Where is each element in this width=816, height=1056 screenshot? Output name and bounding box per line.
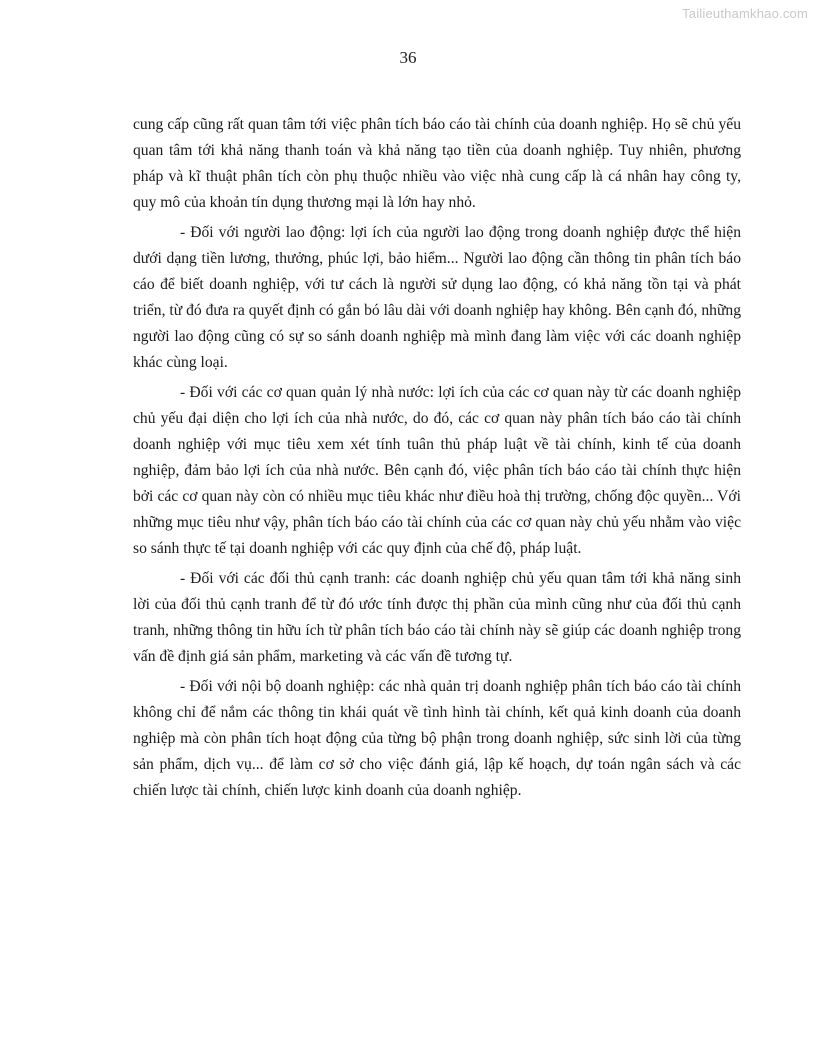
paragraph-competitors: - Đối với các đối thủ cạnh tranh: các doanh nghiệp chủ yếu quan tâm tới khả năng sinh lời của đối thủ cạnh tranh để từ đó ước tính được thị phần của mình cũng như của đối thủ cạnh tranh, những thông tin hữu ích từ phân tích báo cáo tài chính này sẽ giúp các doanh nghiệp trong vấn đề định giá sản phẩm, marketing và các vấn đề tương tự. <box>133 570 741 665</box>
paragraph-workers: - Đối với người lao động: lợi ích của người lao động trong doanh nghiệp được thể hiện dưới dạng tiền lương, thưởng, phúc lợi, bảo hiểm... Người lao động cần thông tin phân tích báo cáo để biết doanh nghiệp, với tư cách là người sử dụng lao động, có khả năng tồn tại và phát triển, từ đó đưa ra quyết định có gắn bó lâu dài với doanh nghiệp hay không. Bên cạnh đó, những người lao động cũng có sự so sánh doanh nghiệp mà mình đang làm việc với các doanh nghiệp khác cùng loại. <box>133 224 741 371</box>
paragraph-continuation: cung cấp cũng rất quan tâm tới việc phân tích báo cáo tài chính của doanh nghiệp. Họ sẽ chủ yếu quan tâm tới khả năng thanh toán và khả năng tạo tiền của doanh nghiệp. Tuy nhiên, phương pháp và kĩ thuật phân tích còn phụ thuộc nhiều vào việc nhà cung cấp là cá nhân hay công ty, quy mô của khoản tín dụng thương mại là lớn hay nhỏ. <box>133 116 741 211</box>
body-text <box>133 112 741 804</box>
page-number: 36 <box>399 48 417 67</box>
watermark: Tailieuthamkhao.com <box>682 6 808 21</box>
paragraph-state-agencies: - Đối với các cơ quan quản lý nhà nước: lợi ích của các cơ quan này từ các doanh nghiệp chủ yếu đại diện cho lợi ích của nhà nước, do đó, các cơ quan này phân tích báo cáo tài chính doanh nghiệp với mục tiêu xem xét tính tuân thủ pháp luật về tài chính, kinh tế của doanh nghiệp, đảm bảo lợi ích của nhà nước. Bên cạnh đó, việc phân tích báo cáo tài chính thực hiện bởi các cơ quan này còn có nhiều mục tiêu khác như điều hoà thị trường, chống độc quyền... Với những mục tiêu như vậy, phân tích báo cáo tài chính của các cơ quan này chủ yếu nhằm vào việc so sánh thực tế tại doanh nghiệp với các quy định của chế độ, pháp luật. <box>133 384 741 557</box>
paragraph-internal: - Đối với nội bộ doanh nghiệp: các nhà quản trị doanh nghiệp phân tích báo cáo tài chính không chỉ để nắm các thông tin khái quát về tình hình tài chính, kết quả kinh doanh của doanh nghiệp mà còn phân tích hoạt động của từng bộ phận trong doanh nghiệp, sức sinh lời của từng sản phẩm, dịch vụ... để làm cơ sở cho việc đánh giá, lập kế hoạch, dự toán ngân sách và các chiến lược tài chính, chiến lược kinh doanh của doanh nghiệp. <box>133 678 741 799</box>
